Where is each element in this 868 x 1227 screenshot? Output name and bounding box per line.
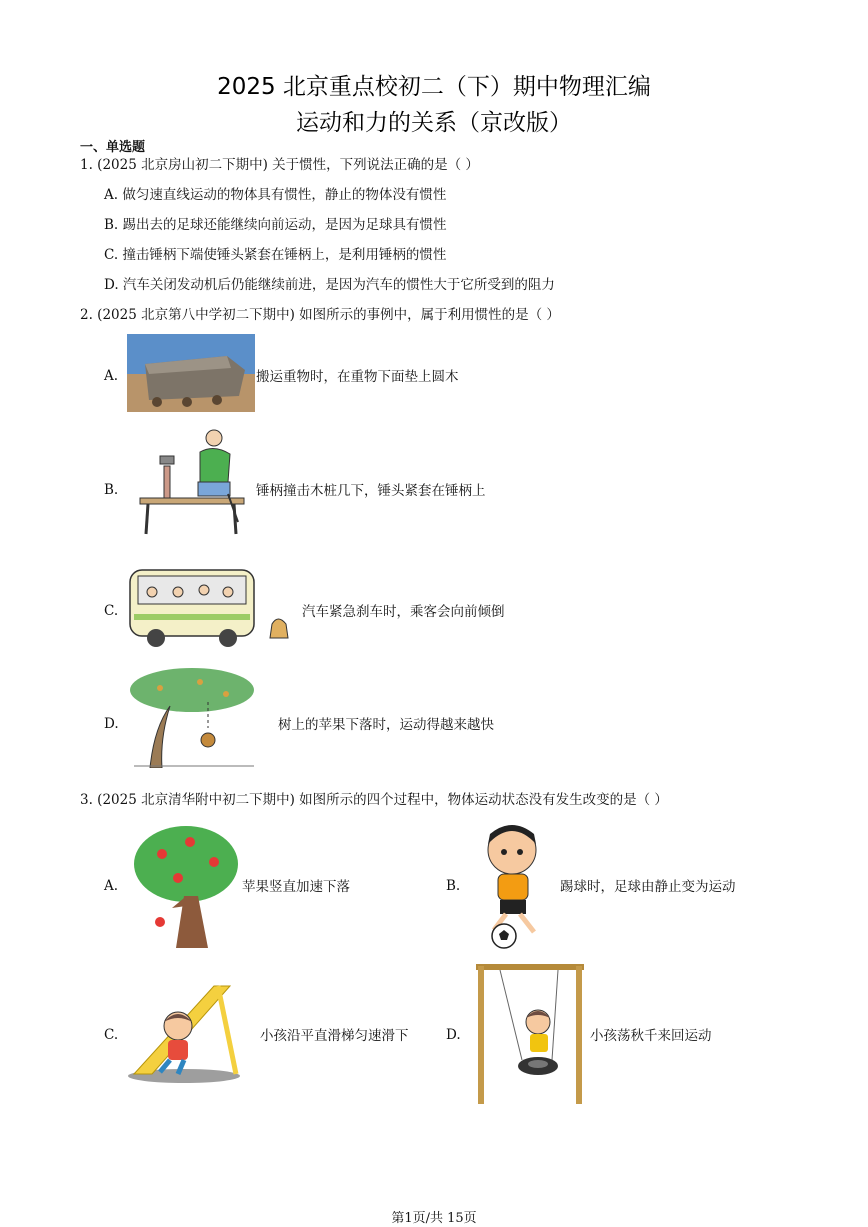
falling-apple-tree-image <box>128 824 240 948</box>
q3-option-d: 小孩荡秋千来回运动 <box>590 1028 712 1044</box>
q3-option-b: 踢球时，足球由静止变为运动 <box>560 879 736 895</box>
q3-option-c: 小孩沿平直滑梯匀速滑下 <box>260 1028 409 1044</box>
q3-b-letter: B. <box>446 878 461 894</box>
q2-d-letter: D. <box>104 716 119 732</box>
boy-on-swing-image <box>474 962 586 1104</box>
q2-option-b: 锤柄撞击木桩几下，锤头紧套在锤柄上 <box>256 483 486 499</box>
bus-braking-image <box>128 566 300 652</box>
q2-option-d: 树上的苹果下落时，运动得越来越快 <box>278 717 494 733</box>
q1-option-d: D. 汽车关闭发动机后仍能继续前进，是因为汽车的惯性大于它所受到的阻力 <box>104 277 555 293</box>
section-heading: 一、单选题 <box>80 140 146 155</box>
q3-a-letter: A. <box>104 878 119 894</box>
boy-kicking-ball-image <box>476 822 554 950</box>
q1-stem: 1. (2025 北京房山初二下期中) 关于惯性，下列说法正确的是（ ） <box>80 157 479 173</box>
q2-stem: 2. (2025 北京第八中学初二下期中) 如图所示的事例中，属于利用惯性的是（ ） <box>80 307 560 323</box>
q3-stem: 3. (2025 北京清华附中初二下期中) 如图所示的四个过程中，物体运动状态没有发生改变的是（ ） <box>80 792 668 808</box>
apple-tree-image <box>130 668 258 768</box>
q1-option-c: C. 撞击锤柄下端使锤头紧套在锤柄上，是利用锤柄的惯性 <box>104 247 447 263</box>
q2-option-a: 搬运重物时，在重物下面垫上圆木 <box>256 369 459 385</box>
q3-c-letter: C. <box>104 1027 119 1043</box>
q2-option-c: 汽车紧急刹车时，乘客会向前倾倒 <box>302 604 505 620</box>
q3-option-a: 苹果竖直加速下落 <box>242 879 350 895</box>
q2-a-letter: A. <box>104 368 119 384</box>
title-line-1: 2025 北京重点校初二（下）期中物理汇编 <box>217 74 651 100</box>
boy-on-slide-image <box>126 980 242 1084</box>
title-line-2: 运动和力的关系（京改版） <box>296 110 572 136</box>
q1-option-b: B. 踢出去的足球还能继续向前运动，是因为足球具有惯性 <box>104 217 447 233</box>
page-footer: 第1页/共 15页 <box>391 1211 477 1226</box>
logs-stone-image <box>127 334 255 412</box>
q2-c-letter: C. <box>104 603 119 619</box>
q2-b-letter: B. <box>104 482 119 498</box>
q3-d-letter: D. <box>446 1027 461 1043</box>
hammer-bench-image <box>134 426 252 536</box>
q1-option-a: A. 做匀速直线运动的物体具有惯性，静止的物体没有惯性 <box>104 187 447 203</box>
